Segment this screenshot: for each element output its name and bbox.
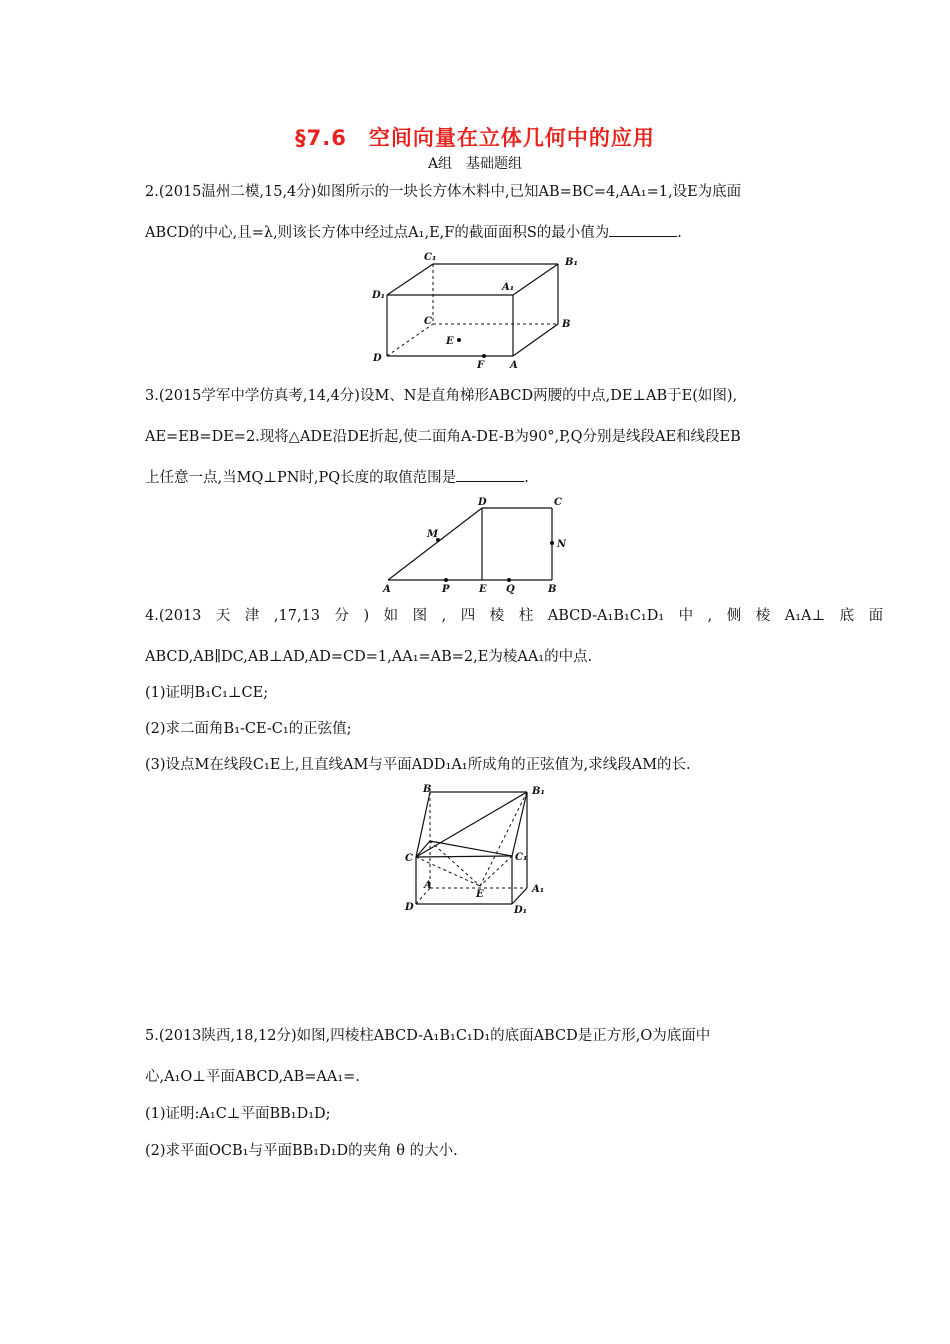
- q4-prism-figure: [400, 780, 560, 920]
- edge: [387, 264, 433, 295]
- hidden-edge: [480, 856, 512, 886]
- side-ad: [388, 508, 482, 580]
- q3-line2: AE=EB=DE=2.现将△ADE沿DE折起,使二面角A-DE-B为90°,P,Q分别是线段AE和线段EB: [145, 429, 741, 445]
- label: B₁: [532, 786, 545, 797]
- q4-subquestion-3: (3)设点M在线段C₁E上,且直线AM与平面ADD₁A₁所成角的正弦值为,求线段AM的长.: [145, 757, 691, 773]
- label: P: [442, 584, 450, 595]
- label: C: [554, 497, 562, 508]
- q5-line1: 5.(2013陕西,18,12分)如图,四棱柱ABCD-A₁B₁C₁D₁的底面ABCD是正方形,O为底面中: [145, 1028, 711, 1044]
- label: D: [405, 902, 414, 913]
- q5-subquestion-1: (1)证明:A₁C⊥平面BB₁D₁D;: [145, 1106, 331, 1122]
- q3-trapezoid-figure: [378, 496, 578, 596]
- label: C: [424, 316, 432, 327]
- edge: [513, 264, 558, 295]
- point-f: [482, 354, 486, 358]
- q4-subquestion-1: (1)证明B₁C₁⊥CE;: [145, 685, 269, 701]
- label: Q: [506, 584, 515, 595]
- q3-line3-text: 上任意一点,当MQ⊥PN时,PQ长度的取值范围是: [145, 470, 457, 486]
- point-q: [507, 578, 511, 582]
- q5-subquestion-2: (2)求平面OCB₁与平面BB₁D₁D的夹角 θ 的大小.: [145, 1143, 458, 1159]
- edge: [512, 792, 527, 856]
- point-e: [457, 338, 461, 342]
- q3-line1: 3.(2015学军中学仿真考,14,4分)设M、N是直角梯形ABCD两腰的中点,DE⊥AB于E(如图),: [145, 388, 738, 404]
- label: A: [424, 880, 432, 891]
- label: C₁: [515, 852, 528, 863]
- label: B: [423, 784, 432, 795]
- answer-blank: [609, 224, 677, 237]
- edge: [416, 856, 512, 857]
- edge: [416, 792, 430, 857]
- edge: [512, 888, 527, 904]
- label: D₁: [514, 905, 528, 916]
- label: E: [446, 336, 454, 347]
- q2-line1: 2.(2015温州二模,15,4分)如图所示的一块长方体木料中,已知AB=BC=4,AA₁=1,设E为底面: [145, 184, 742, 200]
- point-p: [444, 578, 448, 582]
- label: D: [478, 497, 487, 508]
- q5-line2: 心,A₁O⊥平面ABCD,AB=AA₁=.: [145, 1069, 360, 1085]
- q4-line2: ABCD,AB∥DC,AB⊥AD,AD=CD=1,AA₁=AB=2,E为棱AA₁的中点.: [145, 649, 593, 665]
- label: M: [427, 529, 439, 540]
- label: A₁: [502, 282, 515, 293]
- edge: [430, 841, 512, 856]
- label: A: [383, 584, 391, 595]
- point-n: [550, 541, 554, 545]
- q2-line2-text: ABCD的中心,且=λ,则该长方体中经过点A₁,E,F的截面面积S的最小值为: [145, 225, 610, 241]
- label: C₁: [424, 252, 437, 263]
- label: E: [479, 584, 487, 595]
- label: B₁: [565, 257, 578, 268]
- label: F: [477, 360, 485, 371]
- label: B: [562, 319, 571, 330]
- page-title: §7.6 空间向量在立体几何中的应用: [295, 126, 655, 150]
- label: N: [557, 539, 567, 550]
- hidden-edge: [430, 841, 480, 886]
- label: A: [510, 360, 518, 371]
- label: D₁: [372, 290, 386, 301]
- answer-blank: [456, 469, 524, 482]
- q2-line2: ABCD的中心,且=λ,则该长方体中经过点A₁,E,F的截面面积S的最小值为 .: [145, 225, 682, 241]
- q3-line3: 上任意一点,当MQ⊥PN时,PQ长度的取值范围是 .: [145, 470, 529, 486]
- edge: [513, 324, 558, 356]
- q2-cuboid-figure: [360, 248, 590, 373]
- group-heading: A组 基础题组: [427, 156, 523, 172]
- label: D: [373, 353, 382, 364]
- q4-subquestion-2: (2)求二面角B₁-CE-C₁的正弦值;: [145, 721, 352, 737]
- label: A₁: [532, 884, 545, 895]
- q4-line1: 4.(2013 天 津 ,17,13 分 ) 如 图 , 四 棱 柱 ABCD-A₁B₁C₁D₁ 中 , 侧 棱 A₁A⊥ 底 面: [145, 608, 884, 624]
- label: C: [405, 853, 413, 864]
- label: E: [476, 889, 484, 900]
- hidden-edge: [387, 324, 433, 356]
- label: B: [548, 584, 557, 595]
